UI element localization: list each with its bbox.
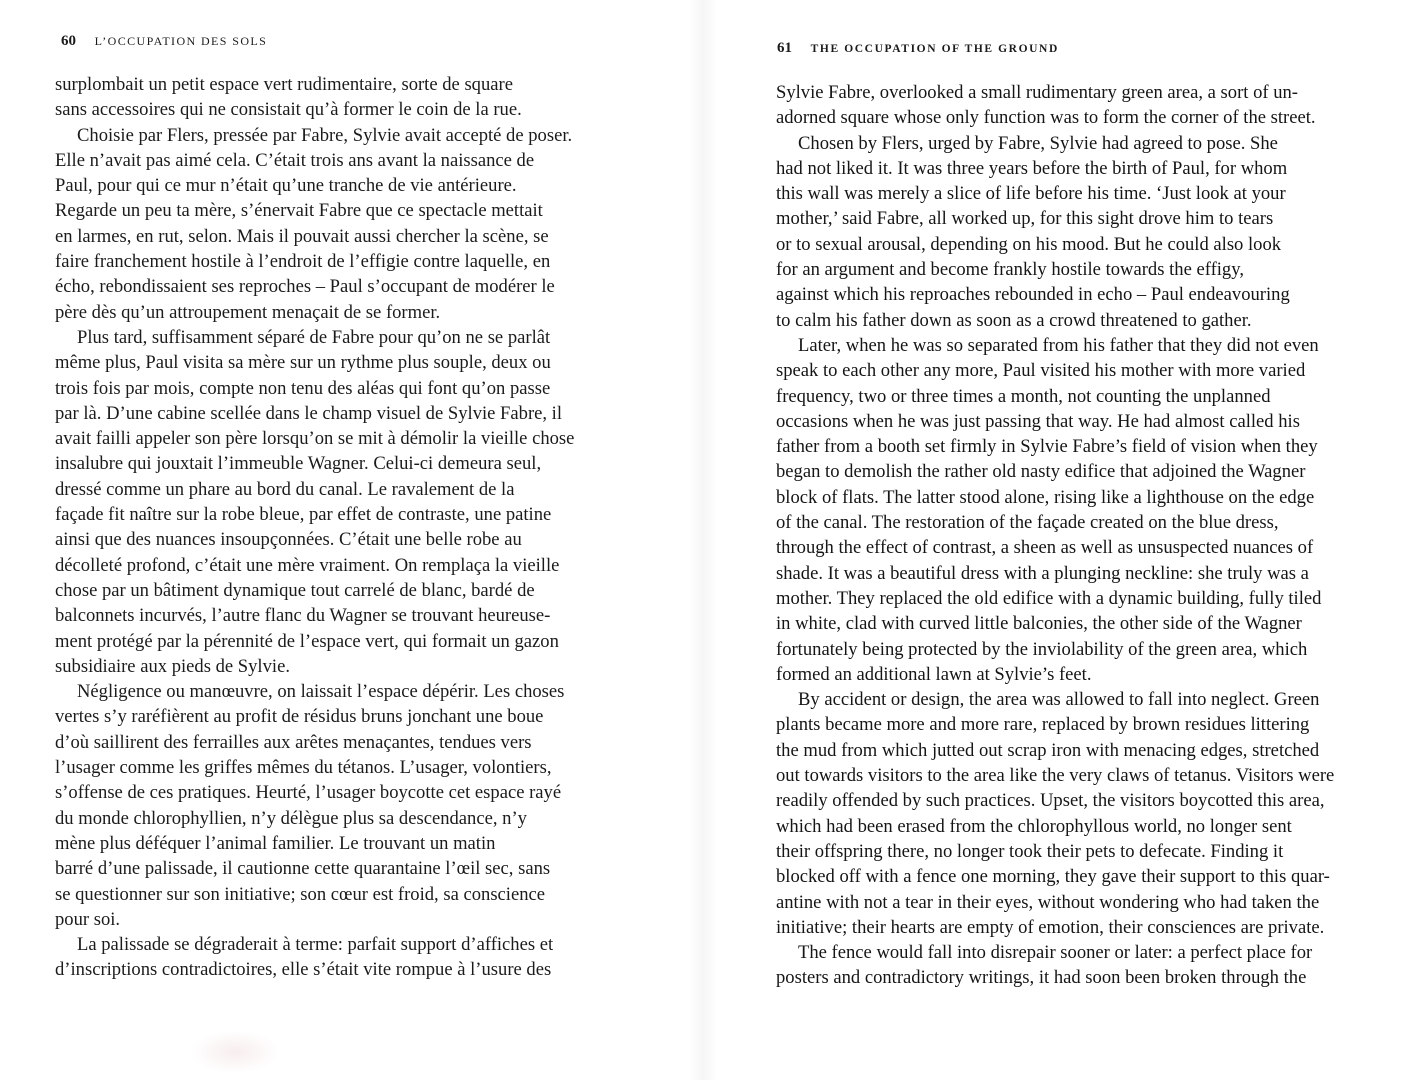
text-line: out towards visitors to the area like the very claws of tetanus. Visitors were	[776, 765, 1335, 787]
text-line: s’offense de ces pratiques. Heurté, l’usager boycotte cet espace rayé	[55, 782, 562, 804]
text-line: their offspring there, no longer took their pets to defecate. Finding it	[776, 840, 1284, 862]
text-line: occasions when he was just passing that way. He had almost called his	[776, 410, 1300, 432]
text-line: plants became more and more rare, replaced by brown residues littering	[776, 714, 1310, 736]
text-line: surplombait un petit espace vert rudimentaire, sorte de square	[55, 74, 513, 95]
text-line: Elle n’avait pas aimé cela. C’était trois ans avant la naissance de	[55, 149, 535, 171]
text-line: mother,’ said Fabre, all worked up, for this sight drove him to tears	[776, 208, 1274, 230]
text-line: The fence would fall into disrepair sooner or later: a perfect place for	[798, 942, 1313, 964]
text-line: speak to each other any more, Paul visited his mother with more varied	[776, 360, 1306, 382]
text-line: se questionner sur son initiative; son cœur est froid, sa conscience	[55, 883, 546, 905]
page-smudge	[190, 1030, 280, 1074]
text-line: par là. D’une cabine scellée dans le champ visuel de Sylvie Fabre, il	[55, 402, 563, 424]
text-line: frequency, two or three times a month, not counting the unplanned	[776, 385, 1271, 407]
text-line: pour soi.	[55, 908, 121, 930]
text-line: posters and contradictory writings, it had soon been broken through the	[776, 967, 1307, 989]
right-body-text	[776, 80, 1351, 991]
text-line: against which his reproaches rebounded in echo – Paul endeavouring	[776, 284, 1290, 306]
text-line: had not liked it. It was three years before the birth of Paul, for whom	[776, 157, 1288, 179]
text-line: began to demolish the rather old nasty edifice that adjoined the Wagner	[776, 461, 1306, 483]
text-line: même plus, Paul visita sa mère sur un rythme plus souple, deux ou	[55, 352, 551, 374]
left-body-text	[55, 72, 615, 983]
text-line: Chosen by Flers, urged by Fabre, Sylvie had agreed to pose. She	[798, 132, 1278, 154]
text-line: shade. It was a beautiful dress with a plunging neckline: she truly was a	[776, 562, 1309, 584]
text-line: La palissade se dégraderait à terme: parfait support d’affiches et	[77, 934, 554, 956]
text-line: the mud from which jutted out scrap iron with menacing edges, stretched	[776, 739, 1320, 761]
text-line: mène plus déféquer l’animal familier. Le trouvant un matin	[55, 832, 496, 854]
text-line: Sylvie Fabre, overlooked a small rudimentary green area, a sort of un-	[776, 82, 1298, 103]
text-line: blocked off with a fence one morning, they gave their support to this quar-	[776, 866, 1330, 888]
text-line: to calm his father down as soon as a crowd threatened to gather.	[776, 309, 1252, 331]
text-line: Paul, pour qui ce mur n’était qu’une tranche de vie antérieure.	[55, 175, 517, 197]
text-line: subsidiaire aux pieds de Sylvie.	[55, 655, 290, 677]
text-line: or to sexual arousal, depending on his mood. But he could also look	[776, 233, 1282, 255]
text-line: antine with not a tear in their eyes, without wondering who had taken the	[776, 891, 1320, 913]
text-line: sans accessoires qui ne consistait qu’à former le coin de la rue.	[55, 99, 522, 121]
text-line: in white, clad with curved little balconies, the other side of the Wagner	[776, 613, 1302, 635]
right-running-head	[777, 40, 1059, 57]
text-line: écho, rebondissaient ses reproches – Paul s’occupant de modérer le	[55, 276, 555, 298]
text-line: façade fit naître sur la robe bleue, par effet de contraste, une patine	[55, 504, 552, 526]
text-line: balconnets incurvés, l’autre flanc du Wagner se trouvant heureuse-	[55, 605, 551, 627]
text-line: insalubre qui jouxtait l’immeuble Wagner. Celui-ci demeura seul,	[55, 453, 542, 475]
text-line: this wall was merely a slice of life before his time. ‘Just look at your	[776, 183, 1286, 205]
text-line: du monde chlorophyllien, n’y délègue plus sa descendance, n’y	[55, 807, 527, 829]
text-line: faire franchement hostile à l’endroit de l’effigie contre laquelle, en	[55, 251, 551, 273]
text-line: formed an additional lawn at Sylvie’s feet.	[776, 663, 1092, 685]
text-line: barré d’une palissade, il cautionne cette quarantaine l’œil sec, sans	[55, 858, 551, 880]
text-line: ment protégé par la pérennité de l’espace vert, qui formait un gazon	[55, 630, 559, 652]
text-line: dressé comme un phare au bord du canal. Le ravalement de la	[55, 478, 515, 500]
text-line: l’usager comme les griffes mêmes du tétanos. L’usager, volontiers,	[55, 757, 552, 779]
text-line: Choisie par Flers, pressée par Fabre, Sylvie avait accepté de poser.	[77, 124, 573, 146]
text-line: vertes s’y raréfièrent au profit de résidus bruns jonchant une boue	[55, 706, 544, 728]
right-page-number: 61	[777, 40, 792, 56]
right-page	[703, 0, 1406, 1080]
text-line: fortunately being protected by the inviolability of the green area, which	[776, 638, 1308, 660]
text-line: By accident or design, the area was allowed to fall into neglect. Green	[798, 689, 1320, 711]
text-line: readily offended by such practices. Upset, the visitors boycotted this area,	[776, 790, 1325, 812]
text-line: initiative; their hearts are empty of emotion, their consciences are private.	[776, 916, 1325, 938]
text-line: père dès qu’un attroupement menaçait de se former.	[55, 301, 441, 323]
text-line: for an argument and become frankly hostile towards the effigy,	[776, 259, 1244, 281]
text-line: mother. They replaced the old edifice with a dynamic building, fully tiled	[776, 587, 1322, 609]
text-line: through the effect of contrast, a sheen as well as unsuspected nuances of	[776, 537, 1314, 559]
text-line: ainsi que des nuances insoupçonnées. C’était une belle robe au	[55, 529, 522, 551]
text-line: which had been erased from the chlorophyllous world, no longer sent	[776, 815, 1292, 837]
text-line: avait failli appeler son père lorsqu’on se mit à démolir la vieille chose	[55, 428, 575, 450]
right-chapter-title: THE OCCUPATION OF THE GROUND	[810, 43, 1059, 55]
text-line: d’où saillirent des ferrailles aux arêtes menaçantes, tendues vers	[55, 731, 532, 753]
text-line: Plus tard, suffisamment séparé de Fabre pour qu’on ne se parlât	[77, 326, 551, 348]
text-line: of the canal. The restoration of the façade created on the blue dress,	[776, 512, 1279, 534]
text-line: d’inscriptions contradictoires, elle s’était vite rompue à l’usure des	[55, 959, 552, 981]
text-line: block of flats. The latter stood alone, rising like a lighthouse on the edge	[776, 486, 1315, 508]
left-running-head	[61, 33, 267, 50]
text-line: adorned square whose only function was to form the corner of the street.	[776, 107, 1316, 129]
text-line: décolleté profond, c’était une mère vraiment. On remplaça la vieille	[55, 554, 560, 576]
text-line: Négligence ou manœuvre, on laissait l’espace dépérir. Les choses	[77, 681, 565, 703]
text-line: father from a booth set firmly in Sylvie Fabre’s field of vision when they	[776, 436, 1318, 458]
left-chapter-title: L’OCCUPATION DES SOLS	[94, 34, 268, 48]
left-page-number: 60	[61, 33, 76, 49]
text-line: trois fois par mois, compte non tenu des aléas qui font qu’on passe	[55, 377, 551, 399]
text-line: Later, when he was so separated from his father that they did not even	[798, 334, 1319, 356]
text-line: Regarde un peu ta mère, s’énervait Fabre que ce spectacle mettait	[55, 200, 543, 222]
text-line: chose par un bâtiment dynamique tout carrelé de blanc, bardé de	[55, 579, 535, 601]
text-line: en larmes, en rut, selon. Mais il pouvait aussi chercher la scène, se	[55, 225, 549, 247]
